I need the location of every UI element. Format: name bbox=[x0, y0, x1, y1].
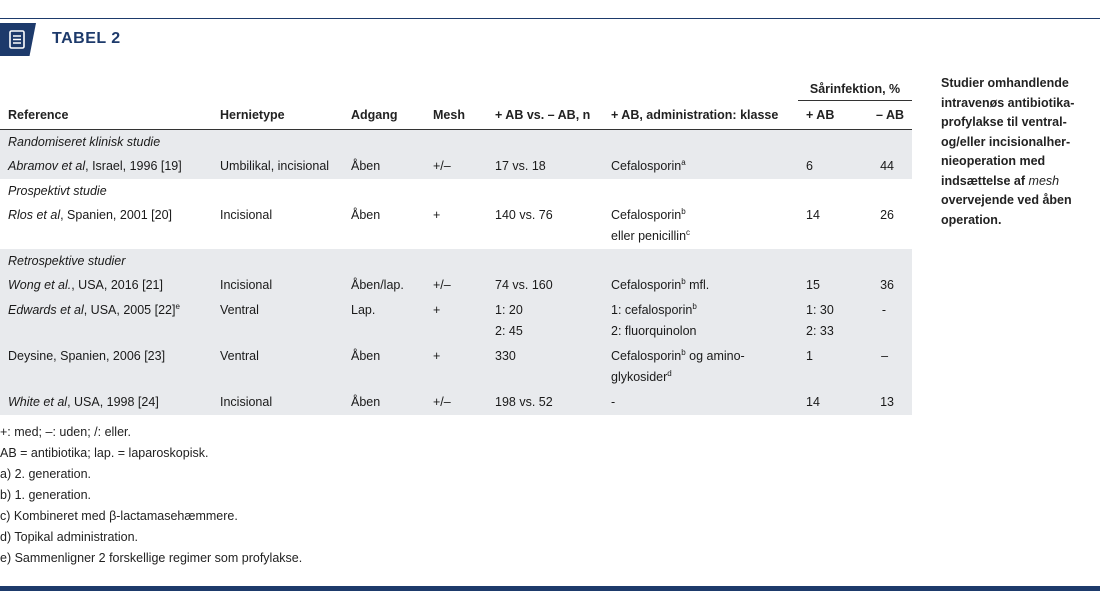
section-title: Randomiseret klinisk studie bbox=[0, 130, 912, 155]
ref-rest: , USA, 2005 [22] bbox=[83, 303, 176, 317]
cell-admin: - bbox=[603, 390, 798, 415]
footnote: a) 2. generation. bbox=[0, 467, 92, 481]
cell-admin bbox=[603, 344, 798, 390]
cell-access: Åben bbox=[343, 344, 425, 390]
admin-text: 1: cefalosporin bbox=[611, 303, 693, 317]
admin-sup: b bbox=[681, 347, 686, 357]
cell-type: Ventral bbox=[212, 344, 343, 390]
ref-author: Rlos et al bbox=[8, 208, 61, 222]
cell-minus-ab: 13 bbox=[865, 390, 912, 415]
cell-reference bbox=[0, 273, 212, 298]
ref-rest: Deysine, Spanien, 2006 [23] bbox=[8, 349, 166, 363]
table-row bbox=[0, 390, 912, 415]
header-row bbox=[0, 101, 912, 130]
ref-sup: e bbox=[175, 301, 180, 311]
ref-author: White et al bbox=[8, 395, 68, 409]
ref-author: Wong et al. bbox=[8, 278, 72, 292]
cell-reference bbox=[0, 390, 212, 415]
header-adgang: Adgang bbox=[343, 101, 425, 130]
header-ab-admin: + AB, administration: klasse bbox=[603, 101, 798, 130]
admin-text: Cefalosporin bbox=[611, 349, 682, 363]
cell-plus-ab bbox=[798, 298, 865, 344]
cell-mesh: + bbox=[433, 208, 441, 222]
table-row bbox=[0, 273, 912, 298]
table-title: TABEL 2 bbox=[52, 30, 121, 47]
cell-access: Åben bbox=[343, 154, 425, 179]
plus-ab-line-2: 2: 33 bbox=[806, 324, 834, 338]
top-rule bbox=[0, 18, 1100, 19]
cell-n: 198 vs. 52 bbox=[487, 390, 603, 415]
ref-rest: , USA, 1998 [24] bbox=[67, 395, 159, 409]
header-minus-ab: – AB bbox=[865, 101, 912, 130]
cell-access: Åben bbox=[351, 208, 381, 222]
table-row bbox=[0, 154, 912, 179]
header-mesh: Mesh bbox=[425, 101, 487, 130]
cell-reference bbox=[0, 344, 212, 390]
admin-text-b: mfl. bbox=[685, 278, 710, 292]
table-row bbox=[0, 298, 912, 344]
cell-plus-ab: 6 bbox=[798, 154, 865, 179]
footnote: +: med; –: uden; /: eller. bbox=[0, 425, 131, 439]
section-row bbox=[0, 130, 912, 155]
admin-sup-2: c bbox=[686, 227, 691, 237]
ref-author: Abramov et al bbox=[8, 159, 86, 173]
table-caption bbox=[941, 74, 1096, 230]
cell-n: 330 bbox=[487, 344, 603, 390]
cell-reference bbox=[0, 203, 212, 249]
section-row bbox=[0, 179, 912, 203]
table-row bbox=[0, 203, 912, 249]
cell-mesh: +/– bbox=[425, 390, 487, 415]
cell-access: Lap. bbox=[343, 298, 425, 344]
footnote: c) Kombineret med β-lactamasehæmmere. bbox=[0, 509, 238, 523]
cell-admin bbox=[603, 203, 798, 249]
footnote: b) 1. generation. bbox=[0, 488, 92, 502]
cell-mesh: + bbox=[425, 298, 487, 344]
cell-type: Incisional bbox=[220, 208, 273, 222]
cell-admin bbox=[603, 273, 798, 298]
admin-text-2: eller penicillin bbox=[611, 229, 687, 243]
cell-plus-ab: 15 bbox=[798, 273, 865, 298]
admin-text-b: og amino- bbox=[685, 349, 745, 363]
cell-minus-ab: 26 bbox=[880, 208, 895, 222]
cell-access: Åben bbox=[343, 390, 425, 415]
cell-mesh: +/– bbox=[425, 273, 487, 298]
ref-rest: , USA, 2016 [21] bbox=[71, 278, 163, 292]
ref-author: Edwards et al bbox=[8, 303, 84, 317]
footnotes bbox=[0, 422, 302, 569]
bottom-rule bbox=[0, 586, 1100, 591]
admin-sup: b bbox=[681, 206, 686, 216]
header-ab-n: + AB vs. – AB, n bbox=[487, 101, 603, 130]
cell-type: Ventral bbox=[212, 298, 343, 344]
n-line-2: 2: 45 bbox=[495, 324, 523, 338]
caption-text: Studier omhandlende intravenøs antibiotika-profylakse til ventral- og/eller incisionalher-nieoperation med indsættelse af bbox=[941, 76, 1075, 188]
cell-reference bbox=[0, 298, 212, 344]
cell-plus-ab: 14 bbox=[798, 390, 865, 415]
cell-minus-ab: – bbox=[865, 344, 912, 390]
caption-text-end: overvejende ved åben operation. bbox=[941, 193, 1072, 227]
cell-n: 140 vs. 76 bbox=[495, 208, 553, 222]
footnote: AB = antibiotika; lap. = laparoskopisk. bbox=[0, 446, 209, 460]
cell-type: Incisional bbox=[212, 390, 343, 415]
admin-sup: b bbox=[681, 276, 686, 286]
header-plus-ab: + AB bbox=[798, 101, 865, 130]
footnote: e) Sammenligner 2 forskellige regimer som profylakse. bbox=[0, 551, 303, 565]
admin-text-2: glykosider bbox=[611, 370, 668, 384]
admin-text-2: 2: fluorquinolon bbox=[611, 324, 697, 338]
cell-admin bbox=[603, 298, 798, 344]
header-sarinfektion: Sårinfektion, % bbox=[798, 76, 912, 101]
admin-sup-2: d bbox=[667, 368, 672, 378]
header-reference: Reference bbox=[0, 101, 212, 130]
cell-n: 17 vs. 18 bbox=[487, 154, 603, 179]
admin-sup: a bbox=[681, 157, 686, 167]
ref-rest: , Israel, 1996 [19] bbox=[85, 159, 182, 173]
table-icon bbox=[0, 23, 36, 56]
admin-sup: b bbox=[692, 301, 697, 311]
cell-minus-ab: 44 bbox=[865, 154, 912, 179]
cell-n: 74 vs. 160 bbox=[487, 273, 603, 298]
admin-text: Cefalosporin bbox=[611, 159, 682, 173]
data-table bbox=[0, 76, 912, 415]
plus-ab-line-1: 1: 30 bbox=[806, 303, 834, 317]
caption-italic: mesh bbox=[1028, 173, 1060, 188]
table-container bbox=[0, 76, 912, 415]
ref-rest: , Spanien, 2001 [20] bbox=[60, 208, 173, 222]
admin-text: Cefalosporin bbox=[611, 208, 682, 222]
cell-type: Umbilikal, incisional bbox=[212, 154, 343, 179]
header-hernietype: Hernietype bbox=[212, 101, 343, 130]
header-group-row bbox=[0, 76, 912, 101]
footnote: d) Topikal administration. bbox=[0, 530, 139, 544]
section-title: Retrospektive studier bbox=[0, 249, 912, 273]
admin-text: Cefalosporin bbox=[611, 278, 682, 292]
cell-type: Incisional bbox=[212, 273, 343, 298]
cell-minus-ab: - bbox=[865, 298, 912, 344]
section-title: Prospektivt studie bbox=[8, 184, 107, 198]
cell-minus-ab: 36 bbox=[865, 273, 912, 298]
cell-access: Åben/lap. bbox=[343, 273, 425, 298]
cell-n bbox=[487, 298, 603, 344]
cell-plus-ab: 1 bbox=[798, 344, 865, 390]
cell-mesh: + bbox=[425, 344, 487, 390]
cell-plus-ab: 14 bbox=[806, 208, 820, 222]
cell-reference bbox=[0, 154, 212, 179]
section-row bbox=[0, 249, 912, 273]
table-row bbox=[0, 344, 912, 390]
n-line-1: 1: 20 bbox=[495, 303, 523, 317]
cell-admin bbox=[603, 154, 798, 179]
cell-mesh: +/– bbox=[425, 154, 487, 179]
